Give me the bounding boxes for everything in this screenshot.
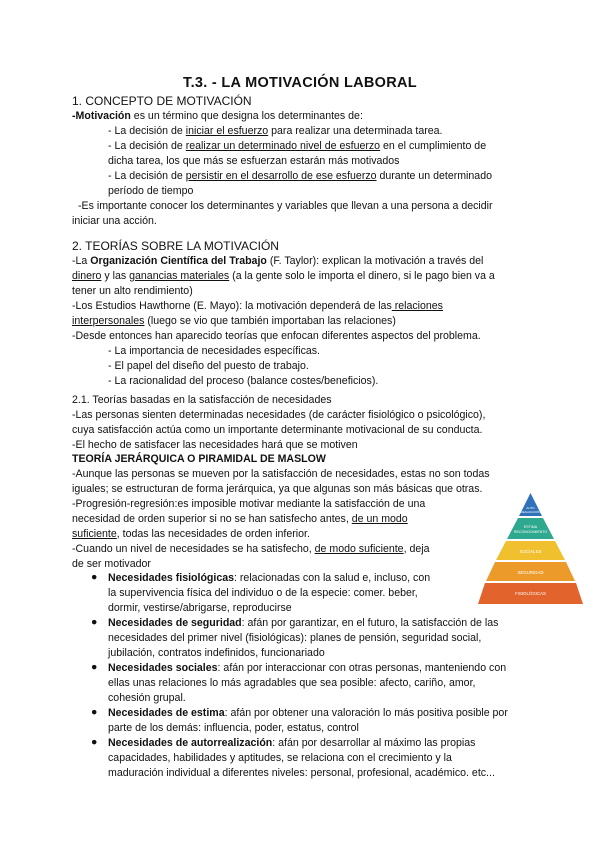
paragraph-1-cont: iniciar una acción. [72,215,157,227]
text: : afán por interaccionar con otras personas, manteniendo con [217,662,507,674]
section-2-heading: 2. TEORÍAS SOBRE LA MOTIVACIÓN [72,239,279,253]
need-title: Necesidades sociales [108,662,218,674]
pyramid-label: ESTIMA [523,525,538,529]
maslow-line-5 [72,527,310,541]
text: : afán por obtener una valoración lo más positiva posible por [224,707,508,719]
underlined-text: interpersonales [72,315,145,327]
definition-term: -Motivación [72,110,131,122]
underlined-text: suficiente [72,528,117,540]
maslow-pyramid [478,493,583,604]
text: , deja [403,543,430,555]
text: : relacionadas con la salud e, incluso, con [234,572,431,584]
text: : afán por garantizar, en el futuro, la satisfacción de las [241,617,499,629]
bullet-icon: ● [91,616,98,628]
text: (F. Taylor): explican la motivación a través del [266,255,484,267]
text: -La [72,255,91,267]
pyramid-label: SOCIALES [519,549,542,554]
bold-text: Organización Científica del Trabajo [90,255,267,267]
pyramid-label: SEGURIDAD [517,570,544,575]
paragraph-1: -Es importante conocer los determinantes y variables que llevan a una persona a decidir [78,200,493,212]
text: (a la gente solo le importa el dinero, si le pago bien va a [229,270,495,282]
pyramid-label: REALIZACIÓN [520,510,541,514]
bullet-icon: ● [91,661,98,673]
text: , todas las necesidades de orden inferior. [116,528,310,540]
maslow-line-6 [72,542,430,556]
needs-line-1: -Las personas sienten determinadas necesidades (de carácter fisiológico o psicológico), [72,409,486,421]
maslow-line-3: -Progresión-regresión:es imposible motivar mediante la satisfacción de una [72,498,426,510]
text: y las [101,270,130,282]
need-social-2: ellas unas relaciones lo más agradables que sea posible: afecto, cariño, amor, [108,677,476,689]
maslow-heading: TEORÍA JERÁRQUICA O PIRAMIDAL DE MASLOW [72,453,326,465]
hawthorne-line-2 [72,314,396,328]
section-2-1-heading: 2.1. Teorías basadas en la satisfacción de necesidades [72,394,332,406]
need-physiological-2: la supervivencia física del individuo o de la especie: comer. beber, [108,587,418,599]
need-esteem-2: parte de los demás: influencia, poder, estatus, control [108,722,359,734]
determinant-2-cont: dicha tarea, los que más se esfuerzan estarán más motivados [108,155,400,167]
pyramid-label: FISIOLÓGICAS [515,591,546,596]
text: en el cumplimiento de [380,140,487,152]
definition-text: es un término que designa los determinantes de: [130,110,363,122]
underlined-text: dinero [72,270,102,282]
hawthorne-line [72,299,443,313]
theories-line: -Desde entonces han aparecido teorías que enfocan diferentes aspectos del problema. [72,330,481,342]
maslow-line-7: de ser motivador [72,558,151,570]
determinant-3 [108,169,492,183]
text: (luego se vio que también importaban las relaciones) [144,315,396,327]
section-1-heading: 1. CONCEPTO DE MOTIVACIÓN [72,94,252,108]
bullet-icon: ● [91,706,98,718]
determinant-3-cont: período de tiempo [108,185,194,197]
need-title: Necesidades fisiológicas [108,572,235,584]
underlined-text: realizar un determinado nivel de esfuerzo [185,140,381,152]
need-self-actualization-2: capacidades, habilidades y aptitudes, se relaciona con el crecimiento y la [108,752,452,764]
underlined-text: ganancias materiales [129,270,230,282]
theory-aspect-3: - La racionalidad del proceso (balance costes/beneficios). [108,375,379,387]
text: : afán por desarrollar al máximo las propias [272,737,476,749]
determinant-1 [108,124,443,138]
maslow-line-2: iguales; se estructuran de forma jerárquica, ya que algunas son más básicas que otras. [72,483,483,495]
need-security-2: necesidades del primer nivel (fisiológicas): planes de pensión, seguridad social, [108,632,482,644]
need-self-actualization-3: maduración individual a diferentes niveles: personal, profesional, académico. etc... [108,767,495,779]
underlined-text: de modo suficiente [314,543,404,555]
text: -Cuando un nivel de necesidades se ha satisfecho, [72,543,315,555]
need-esteem [108,706,508,720]
underlined-text: persistir en el desarrollo de ese esfuerzo [185,170,377,182]
pyramid-label: AUTO [526,506,535,510]
bullet-icon: ● [91,736,98,748]
need-title: Necesidades de estima [108,707,225,719]
need-self-actualization [108,736,475,750]
definition-line [72,109,363,123]
needs-line-3: -El hecho de satisfacer las necesidades hará que se motiven [72,439,358,451]
taylor-line-3: tener un alto rendimiento) [72,285,193,297]
taylor-line-2 [72,269,495,283]
text: necesidad de orden superior si no se han satisfecho antes, [72,513,352,525]
underlined-text: relaciones [391,300,443,312]
text: - La decisión de [108,170,186,182]
underlined-text: de un modo [351,513,408,525]
text: para realizar una determinada tarea. [268,125,443,137]
bullet-icon: ● [91,571,98,583]
need-physiological-3: dormir, vestirse/abrigarse, reproducirse [108,602,292,614]
maslow-line-4 [72,512,408,526]
text: -Los Estudios Hawthorne (E. Mayo): la motivación dependerá de las [72,300,392,312]
theory-aspect-2: - El papel del diseño del puesto de trabajo. [108,360,309,372]
taylor-line [72,254,483,268]
needs-line-2: cuya satisfacción actúa como un importante determinante motivacional de su conducta. [72,424,483,436]
need-security [108,616,498,630]
need-social [108,661,506,675]
need-physiological [108,571,430,585]
text: - La decisión de [108,125,186,137]
maslow-line-1: -Aunque las personas se mueven por la satisfacción de necesidades, estas no son todas [72,468,490,480]
text: durante un determinado [376,170,492,182]
page-title: T.3. - LA MOTIVACIÓN LABORAL [183,75,417,91]
pyramid-label: RECONOCIMIENTO [513,530,548,534]
need-social-3: cohesión grupal. [108,692,186,704]
text: - La decisión de [108,140,186,152]
need-security-3: jubilación, contratos indefinidos, funcionariado [108,647,325,659]
theory-aspect-1: - La importancia de necesidades específicas. [108,345,320,357]
underlined-text: iniciar el esfuerzo [185,125,269,137]
need-title: Necesidades de autorrealización [108,737,273,749]
determinant-2 [108,139,486,153]
need-title: Necesidades de seguridad [108,617,242,629]
